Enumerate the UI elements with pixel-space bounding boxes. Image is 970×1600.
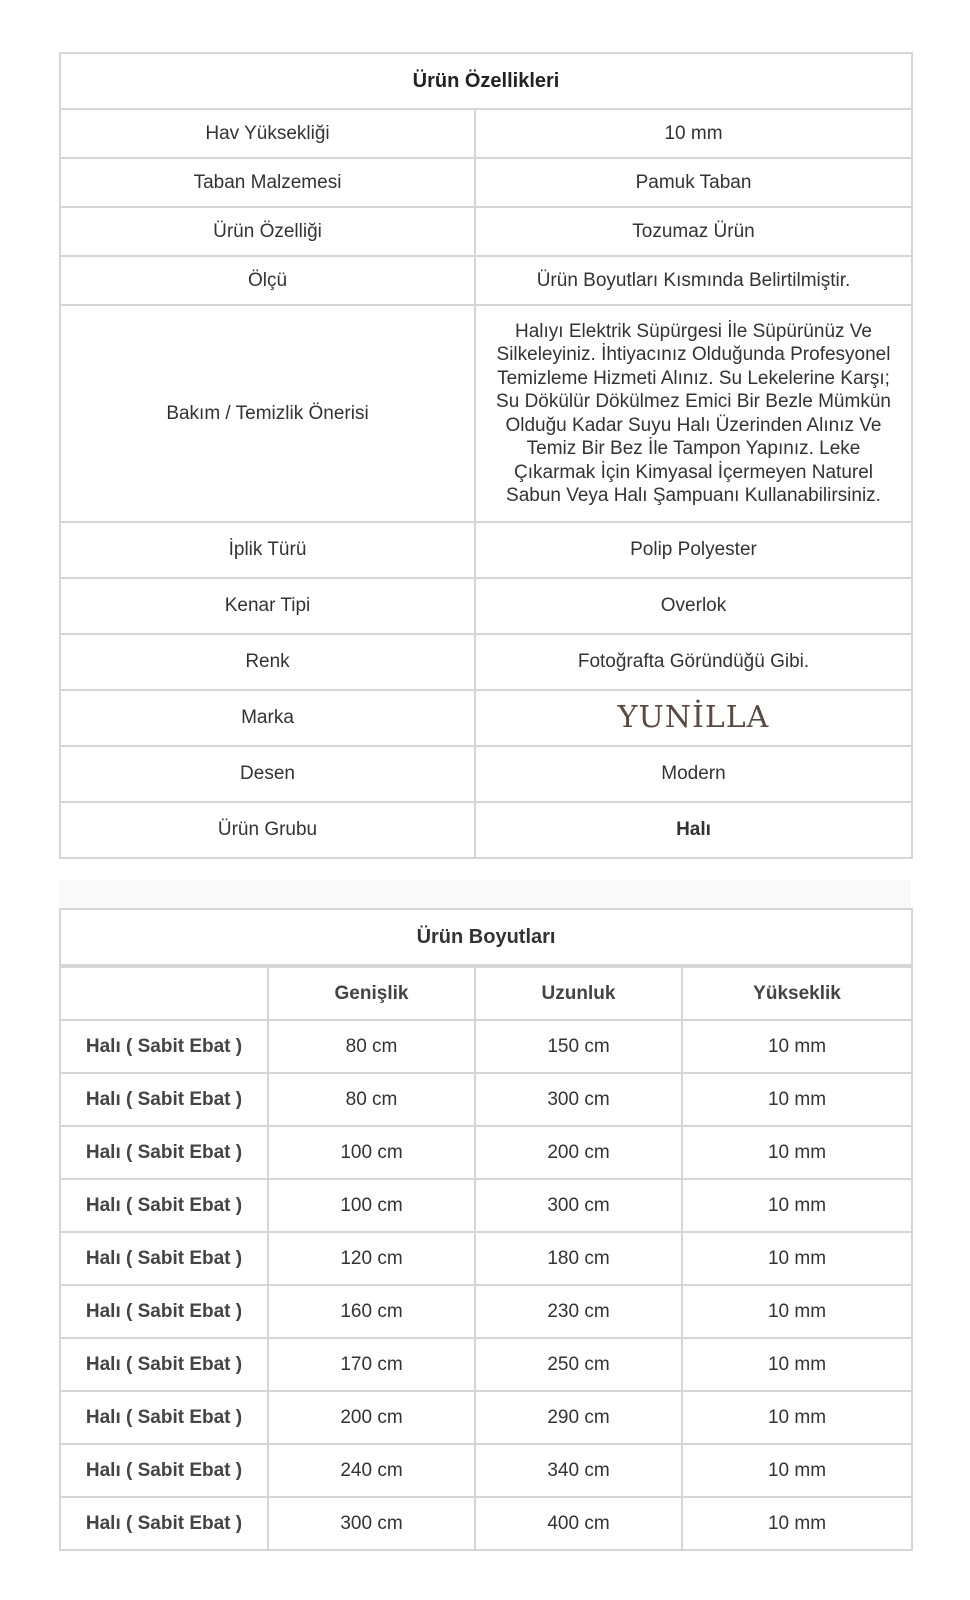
spec-label: Ürün Özelliği (60, 207, 475, 256)
section-gap (59, 880, 911, 908)
cell-width: 170 cm (268, 1338, 475, 1391)
row-label: Halı ( Sabit Ebat ) (60, 1020, 268, 1073)
column-header-width: Genişlik (268, 966, 475, 1020)
cell-height: 10 mm (682, 1497, 912, 1550)
specs-title-row (60, 53, 912, 109)
spec-value: Halı (475, 802, 912, 858)
cell-length: 290 cm (475, 1391, 682, 1444)
row-label: Halı ( Sabit Ebat ) (60, 1126, 268, 1179)
spec-label: Renk (60, 634, 475, 690)
spec-value: Polip Polyester (475, 522, 912, 578)
cell-height: 10 mm (682, 1285, 912, 1338)
cell-height: 10 mm (682, 1444, 912, 1497)
spec-value: Halıyı Elektrik Süpürgesi İle Süpürünüz Ve Silkeleyiniz. İhtiyacınız Olduğunda Profesyonel Temizleme Hizmeti Alınız. Su Lekelerine Karşı; Su Dökülür Dökülmez Emici Bir Bezle Mümkün Olduğu Kadar Suyu Halı Üzerinden Alınız Ve Temiz Bir Bez İle Tampon Yapınız. Leke Çıkarmak İçin Kimyasal İçermeyen Naturel Sabun Veya Halı Şampuanı Kullanabilirsiniz. (475, 305, 912, 522)
cell-height: 10 mm (682, 1232, 912, 1285)
spec-row (60, 207, 912, 256)
spec-value: Pamuk Taban (475, 158, 912, 207)
row-label: Halı ( Sabit Ebat ) (60, 1444, 268, 1497)
spec-value: Fotoğrafta Göründüğü Gibi. (475, 634, 912, 690)
cell-width: 240 cm (268, 1444, 475, 1497)
sizes-title-row (60, 909, 912, 966)
table-row (60, 1338, 912, 1391)
spec-label: Hav Yüksekliği (60, 109, 475, 158)
cell-height: 10 mm (682, 1073, 912, 1126)
spec-label: Taban Malzemesi (60, 158, 475, 207)
cell-width: 200 cm (268, 1391, 475, 1444)
table-row (60, 1126, 912, 1179)
table-row (60, 1497, 912, 1550)
cell-length: 180 cm (475, 1232, 682, 1285)
spec-label: Ölçü (60, 256, 475, 305)
spec-row (60, 746, 912, 802)
spec-label: Bakım / Temizlik Önerisi (60, 305, 475, 522)
table-row (60, 1391, 912, 1444)
row-label: Halı ( Sabit Ebat ) (60, 1338, 268, 1391)
cell-height: 10 mm (682, 1126, 912, 1179)
cell-length: 200 cm (475, 1126, 682, 1179)
specs-title: Ürün Özellikleri (60, 53, 912, 109)
cell-width: 300 cm (268, 1497, 475, 1550)
column-header-length: Uzunluk (475, 966, 682, 1020)
cell-height: 10 mm (682, 1020, 912, 1073)
cell-length: 300 cm (475, 1179, 682, 1232)
cell-length: 150 cm (475, 1020, 682, 1073)
spec-row (60, 802, 912, 858)
cell-width: 100 cm (268, 1179, 475, 1232)
cell-length: 250 cm (475, 1338, 682, 1391)
spec-row (60, 634, 912, 690)
spec-value: Overlok (475, 578, 912, 634)
cell-width: 160 cm (268, 1285, 475, 1338)
spec-value: Modern (475, 746, 912, 802)
product-sizes-table (59, 908, 913, 1551)
table-row (60, 1444, 912, 1497)
spec-value: Ürün Boyutları Kısmında Belirtilmiştir. (475, 256, 912, 305)
spec-label: Kenar Tipi (60, 578, 475, 634)
sizes-title: Ürün Boyutları (60, 909, 912, 966)
spec-value: Tozumaz Ürün (475, 207, 912, 256)
cell-height: 10 mm (682, 1391, 912, 1444)
cell-length: 230 cm (475, 1285, 682, 1338)
cell-length: 400 cm (475, 1497, 682, 1550)
spec-row (60, 256, 912, 305)
row-label: Halı ( Sabit Ebat ) (60, 1232, 268, 1285)
cell-width: 120 cm (268, 1232, 475, 1285)
brand-logo: YUNİLLA (617, 700, 770, 735)
spec-label: Desen (60, 746, 475, 802)
row-label: Halı ( Sabit Ebat ) (60, 1073, 268, 1126)
row-label: Halı ( Sabit Ebat ) (60, 1497, 268, 1550)
spec-row (60, 109, 912, 158)
spec-label: İplik Türü (60, 522, 475, 578)
sizes-header-row (60, 966, 912, 1020)
cell-length: 340 cm (475, 1444, 682, 1497)
product-specs-table (59, 52, 913, 859)
table-row (60, 1020, 912, 1073)
spec-row (60, 158, 912, 207)
table-row (60, 1073, 912, 1126)
cell-width: 80 cm (268, 1020, 475, 1073)
column-header-empty (60, 966, 268, 1020)
table-row (60, 1232, 912, 1285)
spec-label: Ürün Grubu (60, 802, 475, 858)
spec-label: Marka (60, 690, 475, 746)
cell-width: 80 cm (268, 1073, 475, 1126)
spec-row (60, 578, 912, 634)
row-label: Halı ( Sabit Ebat ) (60, 1179, 268, 1232)
spec-value (475, 690, 912, 746)
spec-row (60, 690, 912, 746)
row-label: Halı ( Sabit Ebat ) (60, 1391, 268, 1444)
column-header-height: Yükseklik (682, 966, 912, 1020)
table-row (60, 1285, 912, 1338)
spec-row (60, 305, 912, 522)
spec-value: 10 mm (475, 109, 912, 158)
cell-height: 10 mm (682, 1338, 912, 1391)
cell-width: 100 cm (268, 1126, 475, 1179)
cell-height: 10 mm (682, 1179, 912, 1232)
cell-length: 300 cm (475, 1073, 682, 1126)
row-label: Halı ( Sabit Ebat ) (60, 1285, 268, 1338)
table-row (60, 1179, 912, 1232)
spec-row (60, 522, 912, 578)
